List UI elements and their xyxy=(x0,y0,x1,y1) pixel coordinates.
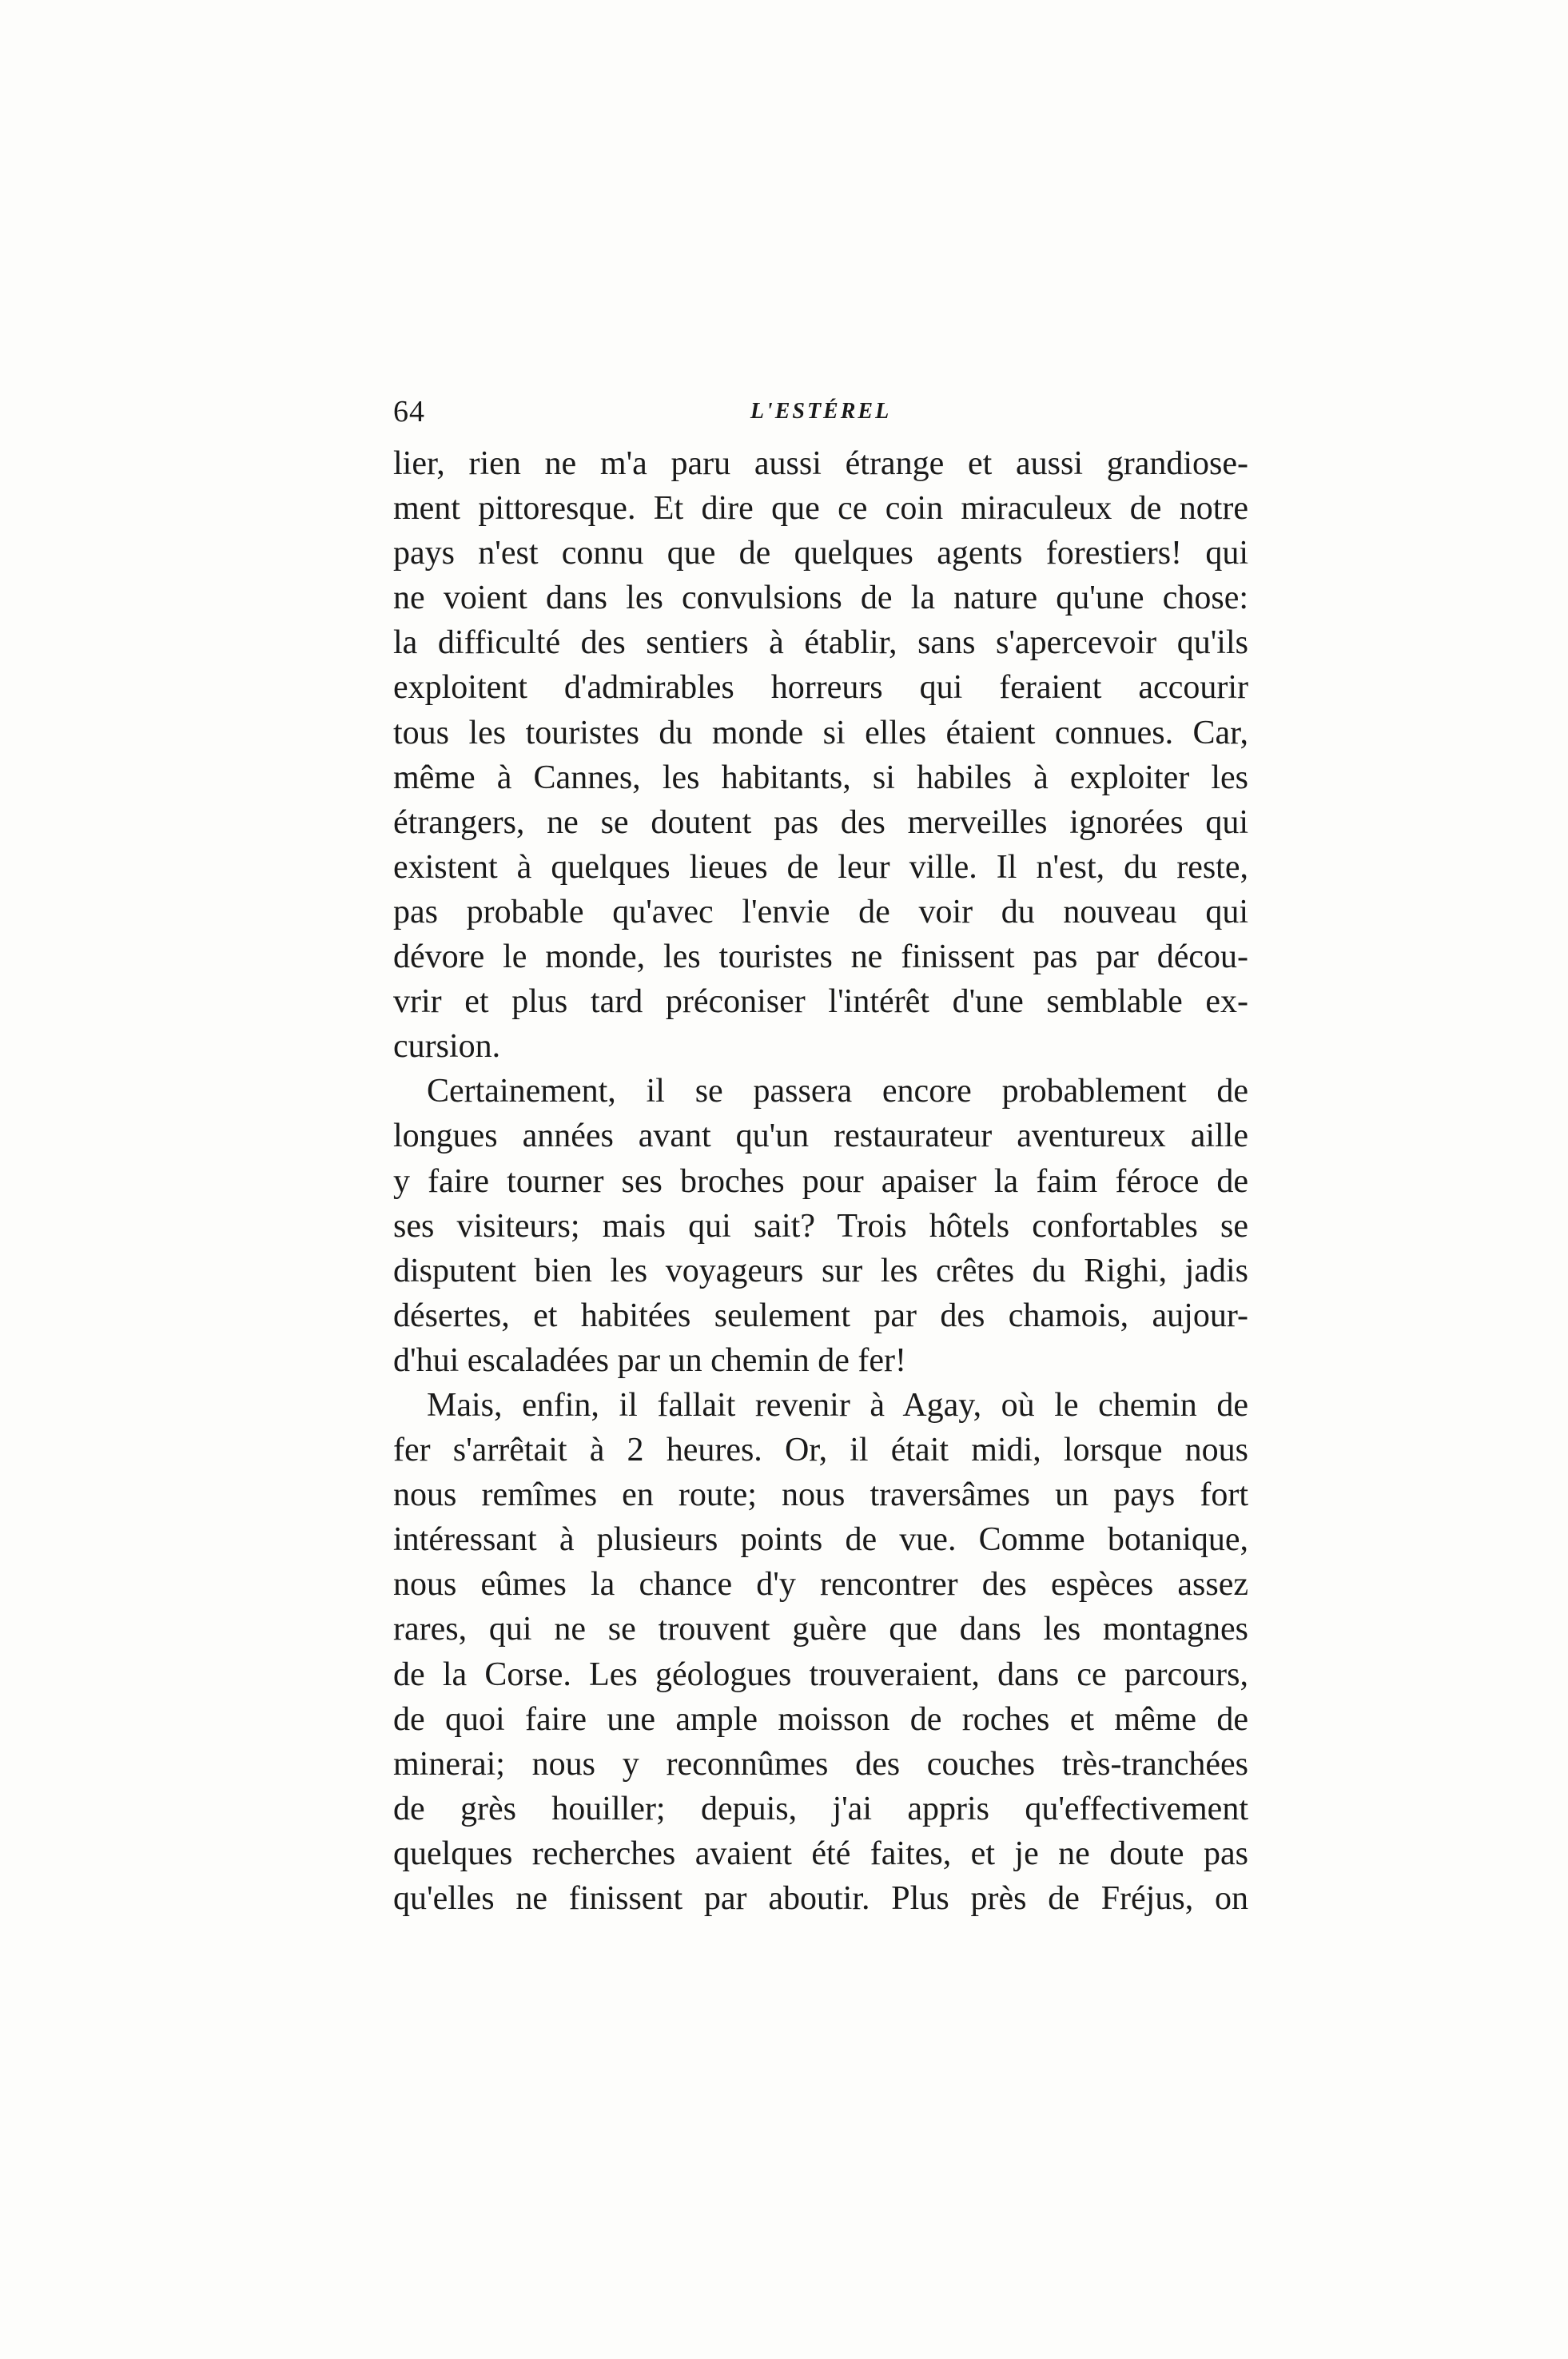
text-line: de grès houiller; depuis, j'ai appris qu'effectivement xyxy=(393,1790,1248,1827)
text-line: quelques recherches avaient été faites, et je ne doute pas xyxy=(393,1835,1248,1872)
text-line: Certainement, il se passera encore probablement de xyxy=(427,1073,1248,1110)
text-line: qu'elles ne finissent par aboutir. Plus près de Fréjus, on xyxy=(393,1880,1248,1917)
text-line: de quoi faire une ample moisson de roches et même de xyxy=(393,1700,1248,1738)
text-line: y faire tourner ses broches pour apaiser la faim féroce de xyxy=(393,1162,1248,1200)
text-line: nous remîmes en route; nous traversâmes un pays fort xyxy=(393,1476,1248,1514)
page-number: 64 xyxy=(393,395,425,428)
text-line: dévore le monde, les touristes ne finissent pas par décou- xyxy=(393,938,1248,976)
text-line: ne voient dans les convulsions de la nature qu'une chose: xyxy=(393,580,1248,617)
text-line: longues années avant qu'un restaurateur aventureux aille xyxy=(393,1118,1248,1155)
text-line: Mais, enfin, il fallait revenir à Agay, où le chemin de xyxy=(427,1386,1248,1424)
text-line: de la Corse. Les géologues trouveraient, dans ce parcours, xyxy=(393,1656,1248,1693)
paragraph-3 xyxy=(393,1383,1248,1921)
text-line: minerai; nous y reconnûmes des couches très-tranchées xyxy=(393,1745,1248,1783)
running-head xyxy=(393,392,1248,432)
paragraph-2 xyxy=(393,1069,1248,1383)
text-line: ment pittoresque. Et dire que ce coin miraculeux de notre xyxy=(393,490,1248,528)
text-line: d'hui escaladées par un chemin de fer! xyxy=(393,1341,906,1379)
text-line: intéressant à plusieurs points de vue. Comme botanique, xyxy=(393,1521,1248,1559)
text-line: pays n'est connu que de quelques agents forestiers! qui xyxy=(393,535,1248,572)
text-line: rares, qui ne se trouvent guère que dans les montagnes xyxy=(393,1611,1248,1648)
text-line: existent à quelques lieues de leur ville. Il n'est, du reste, xyxy=(393,848,1248,886)
text-line: pas probable qu'avec l'envie de voir du nouveau qui xyxy=(393,893,1248,930)
paragraph-1 xyxy=(393,441,1248,1069)
text-line: désertes, et habitées seulement par des chamois, aujour- xyxy=(393,1297,1248,1334)
running-title: L'ESTÉREL xyxy=(750,399,892,424)
body-text xyxy=(393,441,1248,1921)
text-line: lier, rien ne m'a paru aussi étrange et aussi grandiose- xyxy=(393,445,1248,482)
text-line: cursion. xyxy=(393,1028,501,1066)
text-line: nous eûmes la chance d'y rencontrer des espèces assez xyxy=(393,1566,1248,1604)
text-line: disputent bien les voyageurs sur les crêtes du Righi, jadis xyxy=(393,1252,1248,1289)
text-line: exploitent d'admirables horreurs qui feraient accourir xyxy=(393,669,1248,707)
text-line: la difficulté des sentiers à établir, sans s'apercevoir qu'ils xyxy=(393,624,1248,662)
text-line: même à Cannes, les habitants, si habiles à exploiter les xyxy=(393,759,1248,796)
text-line: fer s'arrêtait à 2 heures. Or, il était midi, lorsque nous xyxy=(393,1432,1248,1469)
text-line: ses visiteurs; mais qui sait? Trois hôtels confortables se xyxy=(393,1207,1248,1245)
text-line: tous les touristes du monde si elles étaient connues. Car, xyxy=(393,714,1248,751)
text-line: vrir et plus tard préconiser l'intérêt d'une semblable ex- xyxy=(393,983,1248,1021)
text-line: étrangers, ne se doutent pas des merveilles ignorées qui xyxy=(393,803,1248,841)
